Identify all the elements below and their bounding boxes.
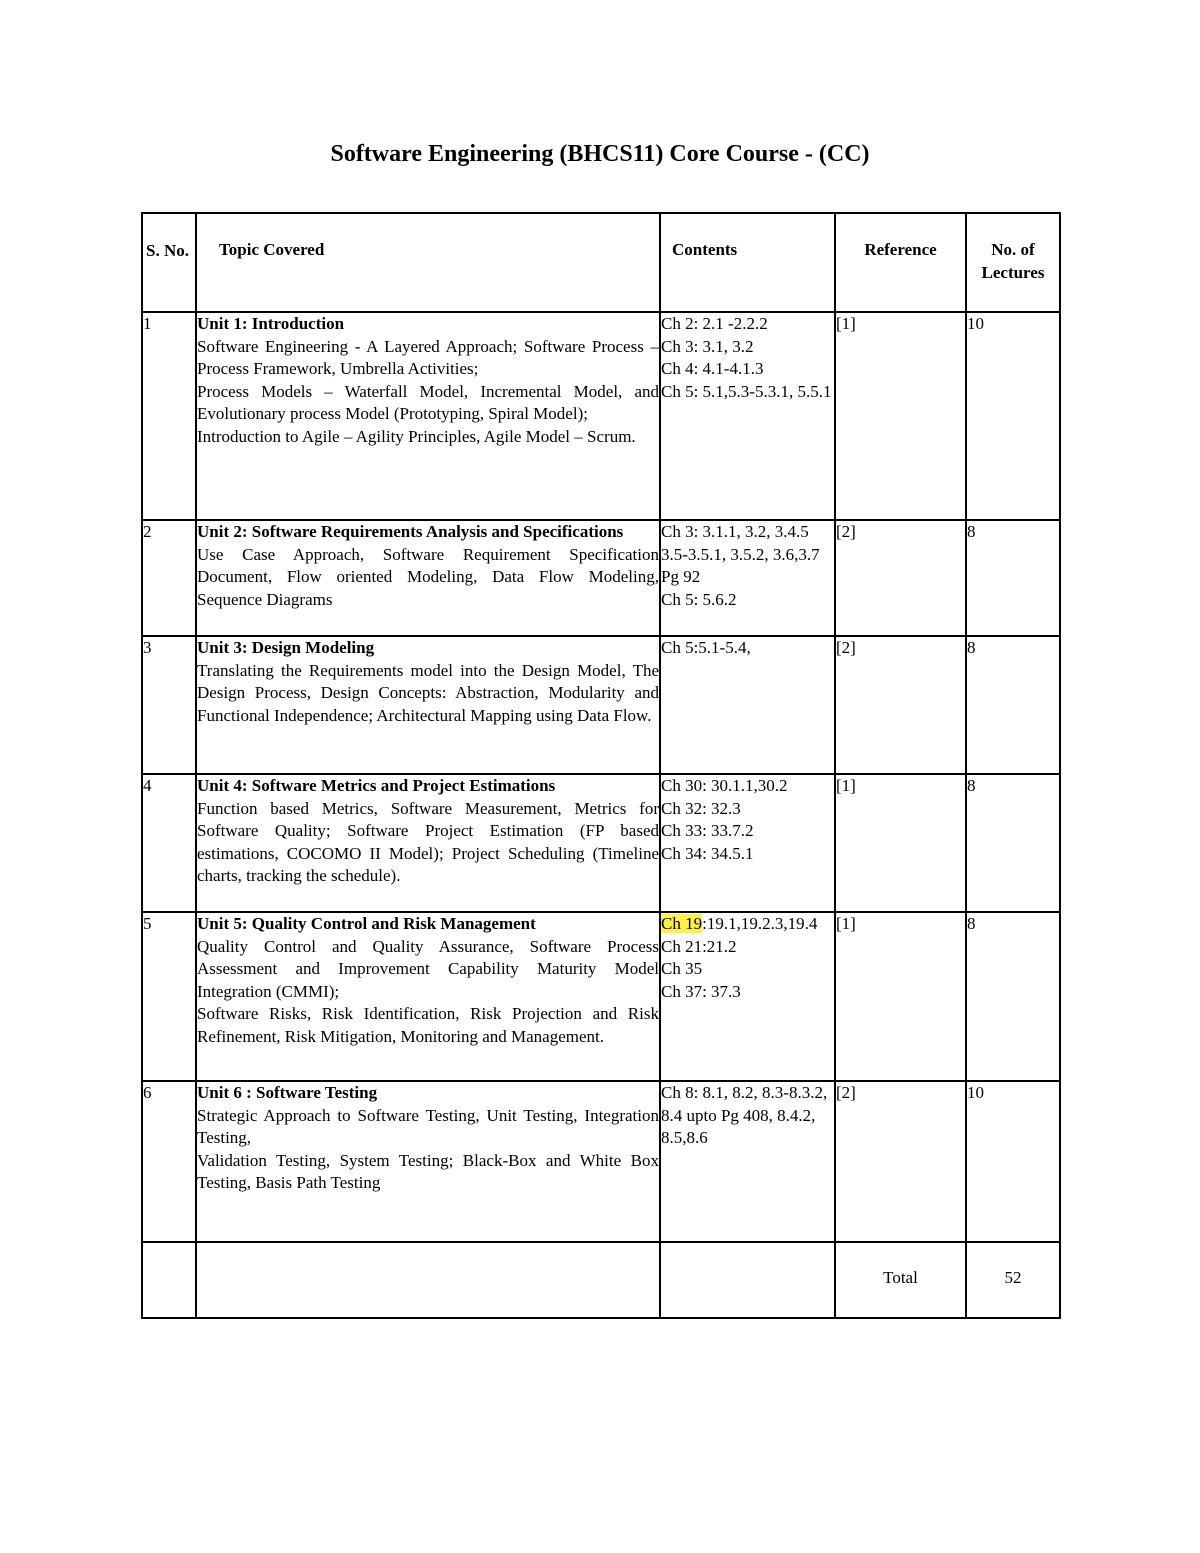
unit-title: Unit 3: Design Modeling <box>197 638 375 657</box>
content-line: Ch 3: 3.1.1, 3.2, 3.4.5 <box>661 522 809 541</box>
topic-line: Use Case Approach, Software Requirement Specification Document, Flow oriented Modeling, Data Flow Modeling, Sequence Diagrams <box>197 544 659 609</box>
row-reference: [1] <box>835 312 966 520</box>
content-line <box>661 913 834 936</box>
header-lectures: No. of Lectures <box>966 213 1060 312</box>
table-row <box>142 912 1060 1081</box>
content-line: Ch 34: 34.5.1 <box>661 843 754 863</box>
row-contents <box>660 520 835 636</box>
content-line: Ch 37: 37.3 <box>661 981 741 1001</box>
row-lectures: 8 <box>966 912 1060 1081</box>
unit-title: Unit 4: Software Metrics and Project Estimations <box>197 776 556 795</box>
topic-line: Translating the Requirements model into the Design Model, The Design Process, Design Concepts: Abstraction, Modularity and Functional Independence; Architectural Mapping using Data Flow. <box>197 660 659 725</box>
row-sno: 2 <box>142 520 196 636</box>
table-header-row <box>142 213 1060 312</box>
row-topic <box>196 636 660 774</box>
document-title: Software Engineering (BHCS11) Core Course - (CC) <box>330 141 870 167</box>
content-line: Ch 35 <box>661 959 703 979</box>
content-line: Ch 5: 5.1,5.3-5.3.1, 5.5.1 <box>661 381 832 401</box>
unit-title: Unit 5: Quality Control and Risk Management <box>197 914 536 933</box>
table-row <box>142 636 1060 774</box>
topic-line: Introduction to Agile – Agility Principles, Agile Model – Scrum. <box>197 426 636 446</box>
topic-line: Software Engineering - A Layered Approach; Software Process – Process Framework, Umbrella Activities; <box>197 336 659 379</box>
content-line: Ch 21:21.2 <box>661 936 737 956</box>
row-reference: [2] <box>835 520 966 636</box>
table-row <box>142 312 1060 520</box>
row-reference: [2] <box>835 636 966 774</box>
content-line: Ch 4: 4.1-4.1.3 <box>661 359 764 379</box>
syllabus-table <box>141 212 1061 1319</box>
content-line: Ch 30: 30.1.1,30.2 <box>661 776 788 795</box>
content-line: Ch 33: 33.7.2 <box>661 821 754 841</box>
row-contents <box>660 912 835 1081</box>
unit-title: Unit 1: Introduction <box>197 314 345 333</box>
total-value: 52 <box>966 1242 1060 1318</box>
row-sno: 6 <box>142 1081 196 1242</box>
row-sno: 4 <box>142 774 196 912</box>
topic-line: Process Models – Waterfall Model, Incremental Model, and Evolutionary process Model (Prototyping, Spiral Model); <box>197 381 659 424</box>
row-lectures: 8 <box>966 636 1060 774</box>
topic-line: Strategic Approach to Software Testing, Unit Testing, Integration Testing, <box>197 1105 659 1148</box>
header-sno: S. No. <box>142 213 196 312</box>
row-lectures: 10 <box>966 1081 1060 1242</box>
row-lectures: 8 <box>966 520 1060 636</box>
row-sno: 1 <box>142 312 196 520</box>
table-row <box>142 1081 1060 1242</box>
table-row <box>142 774 1060 912</box>
topic-line: Validation Testing, System Testing; Black-Box and White Box Testing, Basis Path Testing <box>197 1150 659 1193</box>
empty-cell <box>196 1242 660 1318</box>
row-reference: [2] <box>835 1081 966 1242</box>
content-line: 3.5-3.5.1, 3.5.2, 3.6,3.7 Pg 92 <box>661 544 820 587</box>
row-contents <box>660 636 835 774</box>
empty-cell <box>660 1242 835 1318</box>
total-label: Total <box>835 1242 966 1318</box>
header-topic: Topic Covered <box>196 213 660 312</box>
empty-cell <box>142 1242 196 1318</box>
unit-title: Unit 6 : Software Testing <box>197 1083 378 1102</box>
row-lectures: 8 <box>966 774 1060 912</box>
row-contents <box>660 774 835 912</box>
row-topic <box>196 1081 660 1242</box>
row-topic <box>196 312 660 520</box>
row-reference: [1] <box>835 774 966 912</box>
topic-line: Software Risks, Risk Identification, Risk Projection and Risk Refinement, Risk Mitigation, Monitoring and Management. <box>197 1004 659 1046</box>
header-contents: Contents <box>660 213 835 312</box>
row-sno: 3 <box>142 636 196 774</box>
content-line: Ch 3: 3.1, 3.2 <box>661 336 754 356</box>
topic-line: Function based Metrics, Software Measurement, Metrics for Software Quality; Software Project Estimation (FP based estimations, COCOMO II Model); Project Scheduling (Timeline charts, tracking the schedule). <box>197 798 659 886</box>
content-line: Ch 2: 2.1 -2.2.2 <box>661 314 768 333</box>
row-reference: [1] <box>835 912 966 1081</box>
row-contents <box>660 1081 835 1242</box>
content-text: :19.1,19.2.3,19.4 <box>702 914 818 933</box>
row-topic <box>196 912 660 1081</box>
content-line: Ch 5:5.1-5.4, <box>661 638 751 657</box>
highlighted-text: Ch 19 <box>661 914 703 933</box>
header-reference: Reference <box>835 213 966 312</box>
total-row <box>142 1242 1060 1318</box>
row-sno: 5 <box>142 912 196 1081</box>
content-line: Ch 5: 5.6.2 <box>661 589 737 609</box>
row-topic <box>196 774 660 912</box>
row-contents <box>660 312 835 520</box>
row-topic <box>196 520 660 636</box>
content-line: Ch 32: 32.3 <box>661 798 741 818</box>
table-row <box>142 520 1060 636</box>
unit-title: Unit 2: Software Requirements Analysis and Specifications <box>197 522 624 541</box>
content-line: Ch 8: 8.1, 8.2, 8.3-8.3.2, 8.4 upto Pg 408, 8.4.2, 8.5,8.6 <box>661 1083 828 1148</box>
topic-line: Quality Control and Quality Assurance, Software Process Assessment and Improvement Capability Maturity Model Integration (CMMI); <box>197 936 659 1001</box>
row-lectures: 10 <box>966 312 1060 520</box>
